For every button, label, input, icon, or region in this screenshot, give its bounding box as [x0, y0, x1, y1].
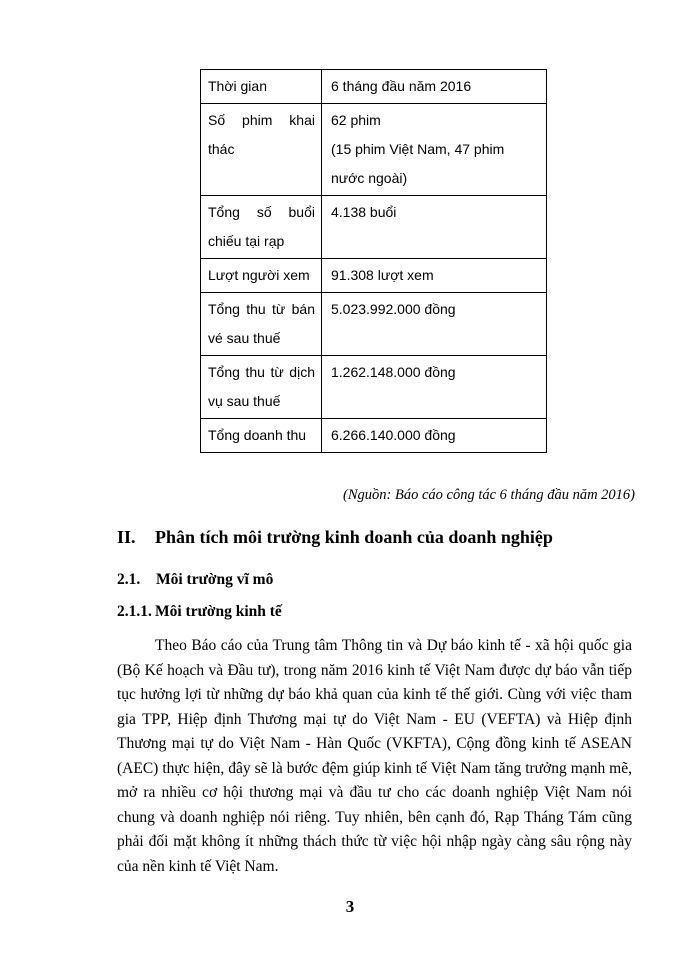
- table-row: [201, 196, 547, 259]
- row-value: 6 tháng đầu năm 2016: [322, 70, 547, 104]
- statistics-table: [200, 69, 547, 453]
- section-title: Phân tích môi trường kinh doanh của doanh nghiệp: [155, 527, 553, 547]
- page-number: 3: [345, 897, 355, 916]
- row-value-cell: [322, 104, 547, 196]
- row-value: 4.138 buổi: [322, 196, 547, 259]
- table-row: [201, 70, 547, 104]
- row-label: Lượt người xem: [201, 259, 322, 293]
- subsection-title: Môi trường vĩ mô: [156, 571, 274, 588]
- row-value: 62 phim: [331, 112, 381, 128]
- row-label: Tổng thu từ bán vé sau thuế: [201, 293, 322, 356]
- table-row: [201, 293, 547, 356]
- table-row: [201, 104, 547, 196]
- table-row: [201, 259, 547, 293]
- subsection-heading: [117, 571, 273, 589]
- row-value: 91.308 lượt xem: [322, 259, 547, 293]
- row-value: 6.266.140.000 đồng: [322, 419, 547, 453]
- row-value: 5.023.992.000 đồng: [322, 293, 547, 356]
- source-caption: (Nguồn: Báo cáo công tác 6 tháng đầu năm 2016): [343, 487, 635, 503]
- section-heading: [117, 527, 553, 548]
- section-number: II.: [117, 527, 136, 547]
- row-label: Số phim khai thác: [201, 104, 322, 196]
- row-label: Tổng doanh thu: [201, 419, 322, 453]
- row-label: Thời gian: [201, 70, 322, 104]
- row-value-note: (15 phim Việt Nam, 47 phim nước ngoài): [331, 141, 505, 186]
- row-label: Tổng thu từ dịch vụ sau thuế: [201, 356, 322, 419]
- table-row: [201, 356, 547, 419]
- row-value: 1.262.148.000 đồng: [322, 356, 547, 419]
- table-row: [201, 419, 547, 453]
- subsection-number: 2.1.: [117, 571, 141, 588]
- subsubsection-title: Môi trường kinh tế: [155, 603, 282, 620]
- subsubsection-heading: [117, 603, 282, 621]
- row-label: Tổng số buổi chiếu tại rạp: [201, 196, 322, 259]
- body-paragraph: Theo Báo cáo của Trung tâm Thông tin và Dự báo kinh tế - xã hội quốc gia (Bộ Kế hoạch và Đầu tư), trong năm 2016 kinh tế Việt Nam được dự báo vẫn tiếp tục hưởng lợi từ những dự báo khả quan của kinh tế thế giới. Cùng với việc tham gia TPP, Hiệp định Thương mại tự do Việt Nam - EU (VEFTA) và Hiệp định Thương mại tự do Việt Nam - Hàn Quốc (VKFTA), Cộng đồng kinh tế ASEAN (AEC) thực hiện, đây sẽ là bước đệm giúp kinh tế Việt Nam tăng trưởng mạnh mẽ, mở ra nhiều cơ hội thương mại và đầu tư cho các doanh nghiệp Việt Nam nói chung và doanh nghiệp nói riêng. Tuy nhiên, bên cạnh đó, Rạp Tháng Tám cũng phải đối mặt không ít những thách thức từ việc hội nhập ngày càng sâu rộng này của nền kinh tế Việt Nam.: [117, 637, 632, 875]
- subsubsection-number: 2.1.1.: [117, 603, 152, 620]
